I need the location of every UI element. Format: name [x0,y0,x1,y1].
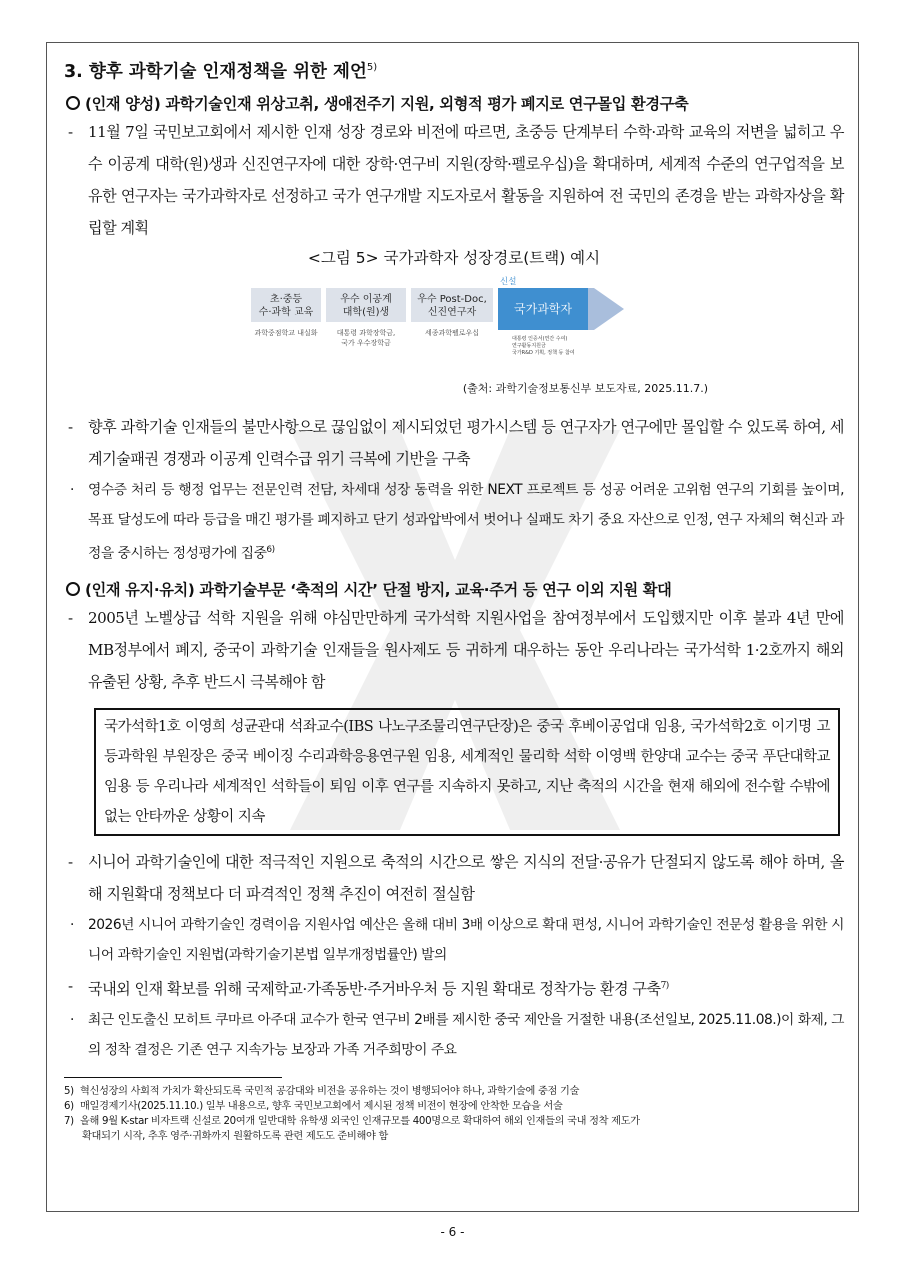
step-3-line-2: 신진연구자 [427,306,477,318]
footnote-ref: 6) [266,544,275,555]
growth-track-diagram [64,276,844,411]
footnote-7: 7) 올해 9월 K-star 비자트랙 신설로 20여개 일반대학 유학생 외국인 인재규모를 400명으로 확대하여 해외 인재들의 국내 정착 제도가 [64,1116,640,1128]
section-title: 3. 향후 과학기술 인재정책을 위한 제언$^{5)}$ [64,61,378,82]
detail-mohit-kumar: · 최근 인도출신 모히트 쿠마르 아주대 교수가 한국 연구비 2배를 제시한 중국 제안을 거절한 내용(조선일보, 2025.11.08.)이 화제, 그의 정착 결정은 기존 연구 지속가능 보장과 가족 거주희망이 주요 [64,1005,844,1065]
step-3-note: 세종과학펠로우십 [424,328,480,337]
detail-senior-budget: · 2026년 시니어 과학기술인 경력이음 지원사업 예산은 올해 대비 3배 이상으로 확대 편성, 시니어 과학기술인 전문성 활용을 위한 시니어 과학기술인 지원법(과학기술기본법 일부개정법률안) 발의 [64,910,844,970]
footnote-ref: 5) [366,62,378,73]
step-2-note-2: 국가 우수장학금 [341,338,391,347]
paragraph-talent-path: - 11월 7일 국민보고회에서 제시한 인재 성장 경로와 비전에 따르면, 초중등 단계부터 수학·과학 교육의 저변을 넓히고 우수 이공계 대학(원)생과 신진연구자에 대한 장학·연구비 지원(장학·펠로우십)을 확대하며, 세계적 수준의 연구업적을 보유한 연구자는 국가과학자로 선정하고 국가 연구개발 지도자로서 활동을 지원하여 전 국민의 존경을 받는 과학자상을 확립할 계획 [64,116,844,244]
page-number: - 6 - [440,1225,465,1239]
footnote-6: 6) 매일경제기사(2025.11.10.) 일부 내용으로, 향후 국민보고회에서 제시된 정책 비전이 현장에 안착한 모습을 서술 [64,1101,563,1113]
paragraph-senior-support: - 시니어 과학기술인에 대한 적극적인 지원으로 축적의 시간으로 쌓은 지식의 전달·공유가 단절되지 않도록 해야 하며, 올해 지원확대 정책보다 더 파격적인 정책 추진이 여전히 절실함 [64,846,844,910]
subsection-heading-1: (인재 양성) 과학기술인재 위상고취, 생애전주기 지원, 외형적 평가 폐지로 연구몰입 환경구축 [64,92,844,116]
paragraph-evaluation-system: - 향후 과학기술 인재들의 불만사항으로 끊임없이 제시되었던 평가시스템 등 연구자가 연구에만 몰입할 수 있도록 하여, 세계기술패권 경쟁과 이공계 인력수급 위기 극복에 기반을 구축 [64,411,844,475]
figure-title: <그림 5> 국가과학자 성장경로(트랙) 예시 [307,248,601,267]
footnote-divider [64,1077,282,1078]
boxed-note-scholars: 국가석학1호 이영희 성균관대 석좌교수(IBS 나노구조물리연구단장)은 중국 후베이공업대 임용, 국가석학2호 이기명 고등과학원 부원장은 중국 베이징 수리과학응용연구원 임용, 세계적인 물리학 석학 이영백 한양대 교수는 중국 푸단대학교 임용 등 우리나라 세계적인 석학들이 퇴임 이후 연구를 지속하지 못하고, 지난 축적의 시간을 현재 해외에 전수할 수밖에 없는 안타까운 상황이 지속 [94,708,840,836]
step-1-line-2: 수·과학 교육 [258,306,314,318]
figure-source: (출처: 과학기술정보통신부 보도자료, 2025.11.7.) [462,381,708,395]
paragraph-international-talent: - 국내외 인재 확보를 위해 국제학교·가족동반·주거바우처 등 지원 확대로 정착가능 환경 구축$^{7)}$ [64,970,844,1005]
paragraph-national-scholar: - 2005년 노벨상급 석학 지원을 위해 야심만만하게 국가석학 지원사업을 참여정부에서 도입했지만 이후 불과 4년 만에 MB정부에서 폐지, 중국이 과학기술 인재들을 원사제도 등 귀하게 대우하는 동안 우리나라는 국가석학 1·2호까지 해외 유출된 상황, 추후 반드시 극복해야 함 [64,602,844,698]
step-1-note: 과학중점학교 내실화 [254,328,318,337]
footnote-5: 5) 혁신성장의 사회적 가치가 확산되도록 국민적 공감대와 비전을 공유하는 것이 병행되어야 하나, 과학기술에 중점 기술 [64,1086,580,1098]
final-step-label: 국가과학자 [514,301,572,316]
final-note-1: 대통령 인증서(연간 수여) [512,335,568,342]
footnote-7-continued: 확대되기 시작, 추후 영주·귀화까지 원활하도록 관련 제도도 준비해야 함 [82,1131,389,1143]
step-1-line-1: 초·중등 [269,293,303,305]
detail-admin-support: · 영수증 처리 등 행정 업무는 전문인력 전담, 차세대 성장 동력을 위한 NEXT 프로젝트 등 성공 어려운 고위험 연구의 기회를 높이며, 목표 달성도에 따라 등급을 매긴 평가를 폐지하고 단기 성과압박에서 벗어나 실패도 차기 중요 자산으로 인정, 연구 자체의 혁신과 과정을 중시하는 정성평가에 집중$^{6)}$ [64,475,844,569]
footnote-ref: 7) [660,981,669,992]
circle-bullet-icon [66,582,80,596]
page-content [64,56,844,1144]
final-note-3: 국가R&D 기획, 정책 등 참여 [512,349,575,356]
figure-growth-track [64,276,844,411]
final-note-2: 연구활동지원금 [512,342,546,349]
new-tag: 신설 [500,276,517,287]
step-2-note-1: 대통령 과학장학금, [336,328,396,337]
step-2-line-1: 우수 이공계 [340,293,392,305]
subsection-heading-2: (인재 유지·유치) 과학기술부문 ‘축적의 시간’ 단절 방지, 교육·주거 등 연구 이외 지원 확대 [64,578,844,602]
step-3-line-1: 우수 Post-Doc, [417,293,487,305]
step-2-line-2: 대학(원)생 [342,306,390,318]
circle-bullet-icon [66,96,80,110]
